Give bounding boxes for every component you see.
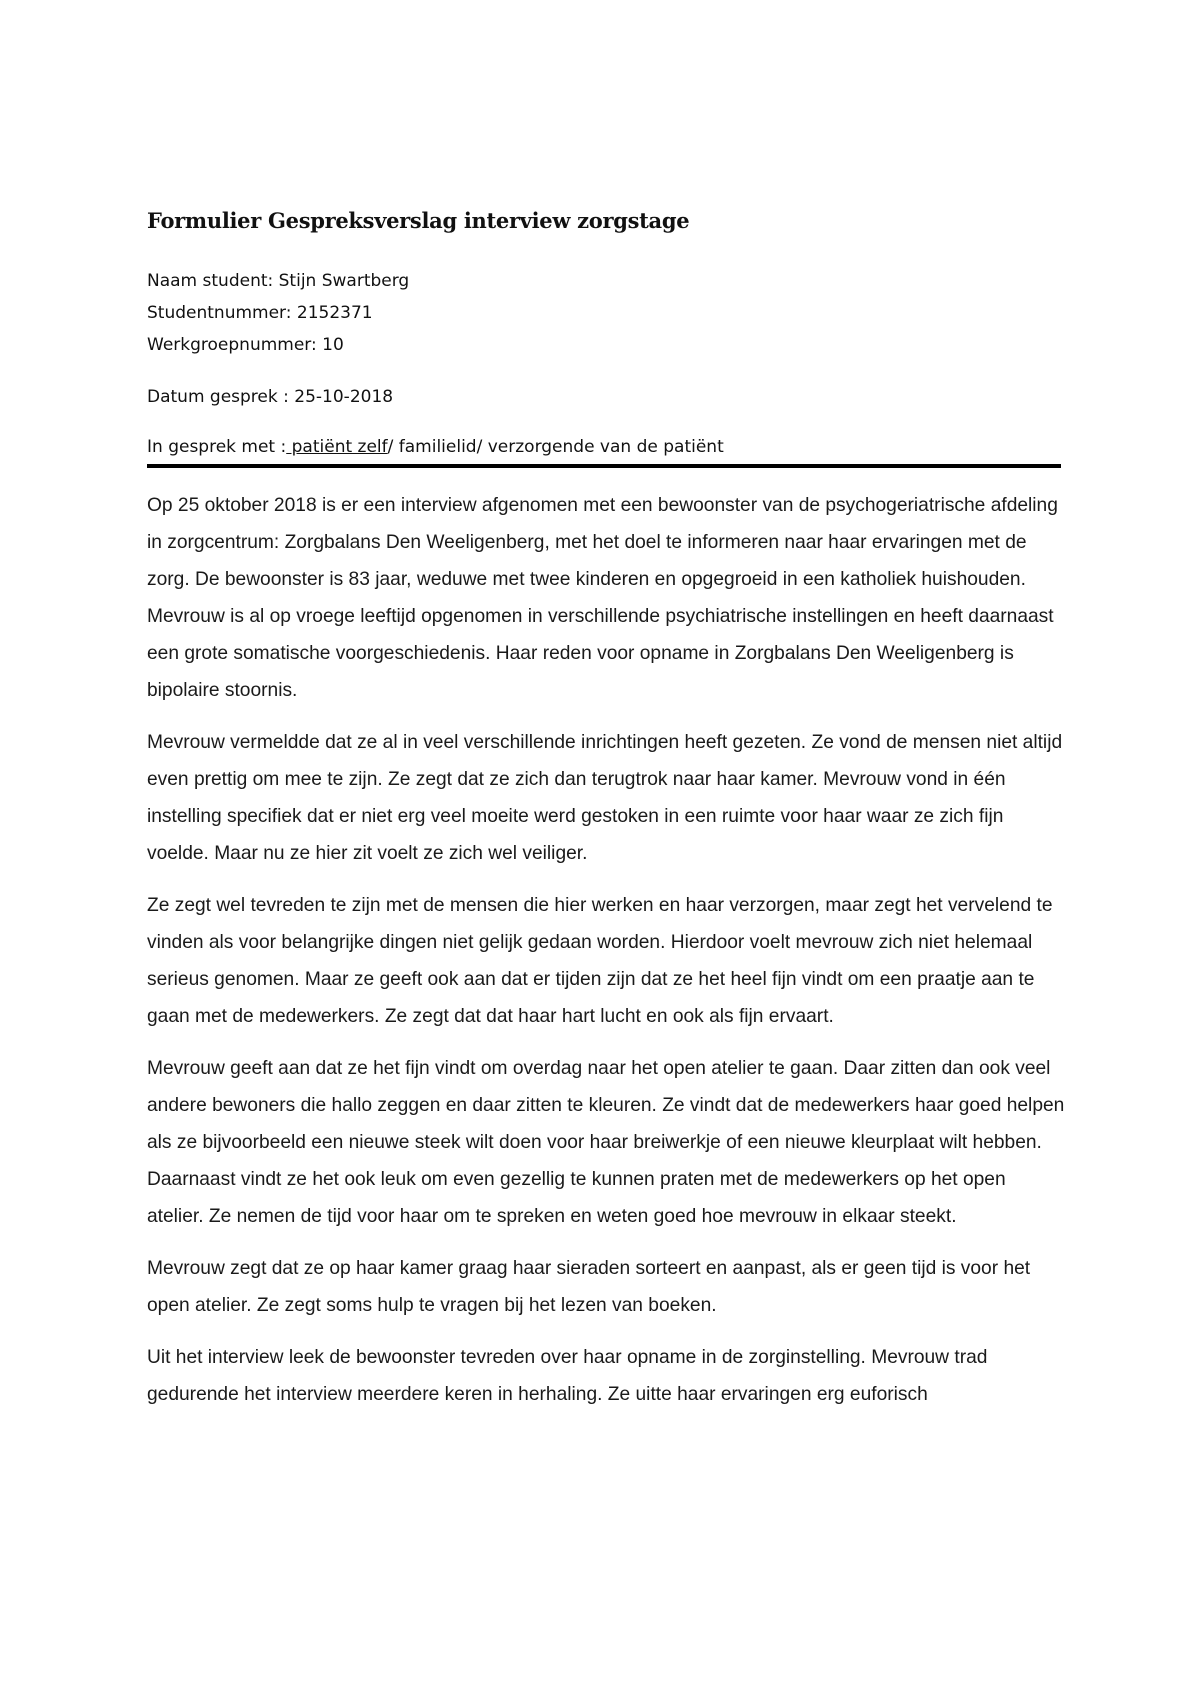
group-number-label: Werkgroepnummer: bbox=[147, 335, 317, 355]
student-number-line bbox=[147, 302, 373, 324]
report-body bbox=[147, 487, 1067, 1428]
student-number-label: Studentnummer: bbox=[147, 303, 292, 323]
student-number-value: 2152371 bbox=[296, 303, 373, 323]
paragraph: Mevrouw vermeldde dat ze al in veel verschillende inrichtingen heeft gezeten. Ze vond de mensen niet altijd even prettig om mee te zijn. Ze zegt dat ze zich dan terugtrok naar haar kamer. Mevrouw vond in één instelling specifiek dat er niet erg veel moeite werd gestoken in een ruimte voor haar waar ze zich fijn voelde. Maar nu ze hier zit voelt ze zich wel veiliger. bbox=[147, 732, 1063, 864]
paragraph: Mevrouw zegt dat ze op haar kamer graag haar sieraden sorteert en aanpast, als er geen tijd is voor het open atelier. Ze zegt soms hulp te vragen bij het lezen van boeken. bbox=[147, 1258, 1031, 1316]
paragraph: Op 25 oktober 2018 is er een interview afgenomen met een bewoonster van de psychogeriatrische afdeling in zorgcentrum: Zorgbalans Den Weeligenberg, met het doel te informeren naar haar ervaringen met de zorg. De bewoonster is 83 jaar, weduwe met twee kinderen en opgegroeid in een katholiek huishouden. Mevrouw is al op vroege leeftijd opgenomen in verschillende psychiatrische instellingen en heeft daarnaast een grote somatische voorgeschiedenis. Haar reden voor opname in Zorgbalans Den Weeligenberg is bipolaire stoornis. bbox=[147, 495, 1058, 701]
conversation-with-line bbox=[147, 436, 724, 458]
conversation-with-label: In gesprek met : bbox=[147, 437, 287, 457]
group-number-value: 10 bbox=[322, 335, 344, 355]
conversation-option-patient: patiënt zelf bbox=[286, 437, 388, 457]
group-number-line bbox=[147, 334, 344, 356]
document-title: Formulier Gespreksverslag interview zorgstage bbox=[147, 208, 690, 233]
date-label: Datum gesprek : bbox=[147, 387, 289, 407]
date-line bbox=[147, 386, 393, 408]
student-name-label: Naam student: bbox=[147, 271, 274, 291]
conversation-option-others: / familielid/ verzorgende van de patiënt bbox=[387, 437, 724, 457]
date-value: 25-10-2018 bbox=[294, 387, 394, 407]
student-name-line bbox=[147, 270, 409, 292]
header-divider bbox=[147, 464, 1061, 468]
paragraph: Ze zegt wel tevreden te zijn met de mensen die hier werken en haar verzorgen, maar zegt het vervelend te vinden als voor belangrijke dingen niet gelijk gedaan worden. Hierdoor voelt mevrouw zich niet helemaal serieus genomen. Maar ze geeft ook aan dat er tijden zijn dat ze het heel fijn vindt om een praatje aan te gaan met de medewerkers. Ze zegt dat dat haar hart lucht en ook als fijn ervaart. bbox=[147, 895, 1053, 1027]
paragraph: Mevrouw geeft aan dat ze het fijn vindt om overdag naar het open atelier te gaan. Daar zitten dan ook veel andere bewoners die hallo zeggen en daar zitten te kleuren. Ze vindt dat de medewerkers haar goed helpen als ze bijvoorbeeld een nieuwe steek wilt doen voor haar breiwerkje of een nieuwe kleurplaat wilt hebben. Daarnaast vindt ze het ook leuk om even gezellig te kunnen praten met de medewerkers op het open atelier. Ze nemen de tijd voor haar om te spreken en weten goed hoe mevrouw in elkaar steekt. bbox=[147, 1058, 1065, 1227]
paragraph: Uit het interview leek de bewoonster tevreden over haar opname in de zorginstelling. Mevrouw trad gedurende het interview meerdere keren in herhaling. Ze uitte haar ervaringen erg euforisch bbox=[147, 1347, 988, 1405]
student-name-value: Stijn Swartberg bbox=[278, 271, 410, 291]
